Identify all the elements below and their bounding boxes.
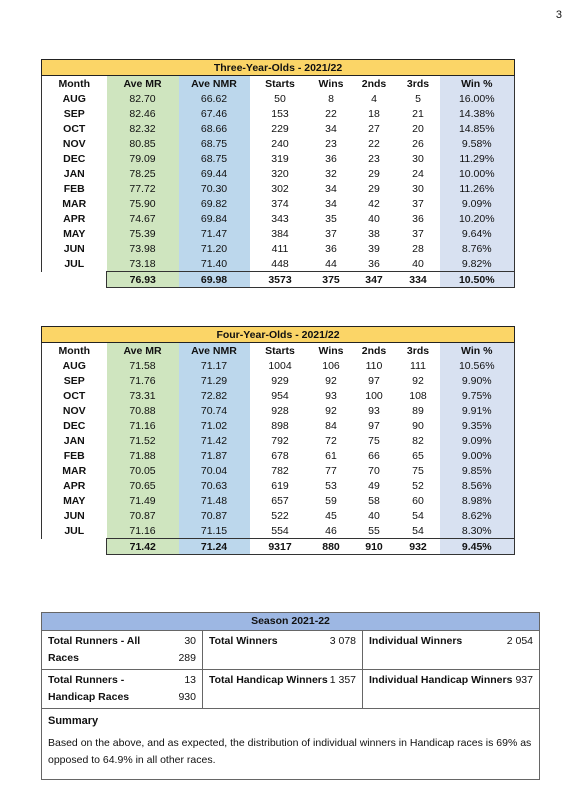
cell-month: FEB <box>42 181 107 196</box>
cell-thirds: 37 <box>412 227 424 240</box>
cell-ave-mr: 71.58 <box>107 358 179 373</box>
cell-win-pct: 8.98% <box>440 493 515 508</box>
cell-month: JUL <box>42 256 107 272</box>
cell-starts: 898 <box>271 419 289 432</box>
cell-ave-nmr: 68.66 <box>179 121 250 136</box>
cell-ave-mr: 74.67 <box>107 211 179 226</box>
table-title: Three-Year-Olds - 2021/22 <box>42 60 515 76</box>
cell-ave-mr: 73.18 <box>107 256 179 272</box>
cell-thirds: 82 <box>412 434 424 447</box>
table-row <box>42 448 515 463</box>
cell-seconds: 22 <box>368 137 380 150</box>
cell-ave-mr: 80.85 <box>107 136 179 151</box>
cell-ave-nmr: 71.29 <box>179 373 250 388</box>
stat-label: Total Handicap Winners <box>209 674 328 686</box>
total-runners-handicap-cell <box>42 670 202 708</box>
cell-ave-mr: 77.72 <box>107 181 179 196</box>
cell-thirds: 37 <box>412 197 424 210</box>
cell-win-pct: 9.85% <box>440 463 515 478</box>
cell-ave-mr: 70.05 <box>107 463 179 478</box>
cell-wins: 22 <box>325 107 337 120</box>
cell-thirds: 108 <box>409 389 427 402</box>
cell-starts: 50 <box>274 92 286 105</box>
cell-seconds: 4 <box>371 92 377 105</box>
cell-ave-nmr: 71.40 <box>179 256 250 272</box>
stat-value: 13 930 <box>178 674 196 703</box>
cell-wins: 23 <box>325 137 337 150</box>
cell-seconds: 49 <box>368 479 380 492</box>
cell-wins: 35 <box>325 212 337 225</box>
cell-month: OCT <box>42 121 107 136</box>
total-ave-nmr: 69.98 <box>179 272 250 288</box>
cell-ave-nmr: 71.42 <box>179 433 250 448</box>
column-header-starts: Starts <box>265 77 295 90</box>
cell-month: JAN <box>42 166 107 181</box>
cell-wins: 72 <box>325 434 337 447</box>
cell-win-pct: 9.64% <box>440 226 515 241</box>
cell-ave-mr: 70.87 <box>107 508 179 523</box>
cell-starts: 954 <box>271 389 289 402</box>
cell-starts: 320 <box>271 167 289 180</box>
cell-wins: 92 <box>325 404 337 417</box>
cell-ave-nmr: 70.74 <box>179 403 250 418</box>
cell-ave-mr: 71.52 <box>107 433 179 448</box>
cell-win-pct: 14.38% <box>440 106 515 121</box>
column-header-ave-mr: Ave MR <box>107 76 179 92</box>
table-row <box>42 463 515 478</box>
cell-seconds: 36 <box>368 257 380 270</box>
cell-seconds: 23 <box>368 152 380 165</box>
cell-win-pct: 8.76% <box>440 241 515 256</box>
cell-seconds: 66 <box>368 449 380 462</box>
cell-ave-mr: 71.16 <box>107 418 179 433</box>
stat-label: Total Winners <box>209 635 278 647</box>
cell-month: DEC <box>42 151 107 166</box>
stat-label: Total Runners - Handicap Races <box>48 674 130 703</box>
column-header-month: Month <box>42 343 107 359</box>
table-row <box>42 211 515 226</box>
cell-ave-mr: 75.90 <box>107 196 179 211</box>
cell-starts: 411 <box>271 242 289 255</box>
cell-seconds: 58 <box>368 494 380 507</box>
total-starts: 9317 <box>250 539 311 555</box>
cell-ave-nmr: 68.75 <box>179 136 250 151</box>
table-row <box>42 493 515 508</box>
cell-seconds: 40 <box>368 509 380 522</box>
individual-winners-cell <box>362 631 539 669</box>
cell-ave-mr: 79.09 <box>107 151 179 166</box>
cell-seconds: 40 <box>368 212 380 225</box>
cell-seconds: 75 <box>368 434 380 447</box>
total-wins: 880 <box>311 539 352 555</box>
stat-value: 1 357 <box>329 674 356 686</box>
cell-month: JAN <box>42 433 107 448</box>
cell-month: JUN <box>42 508 107 523</box>
table-row <box>42 433 515 448</box>
total-wins: 375 <box>311 272 352 288</box>
stat-label: Total Runners - All Races <box>48 635 141 664</box>
cell-starts: 657 <box>271 494 289 507</box>
page-number: 3 <box>555 9 562 21</box>
cell-win-pct: 8.62% <box>440 508 515 523</box>
cell-thirds: 60 <box>412 494 424 507</box>
cell-starts: 929 <box>271 374 289 387</box>
cell-win-pct: 9.75% <box>440 388 515 403</box>
season-title: Season 2021-22 <box>42 613 539 631</box>
cell-wins: 34 <box>325 197 337 210</box>
column-header-ave-nmr: Ave NMR <box>179 76 250 92</box>
cell-ave-mr: 82.46 <box>107 106 179 121</box>
cell-month: FEB <box>42 448 107 463</box>
total-row <box>42 539 515 555</box>
cell-thirds: 40 <box>412 257 424 270</box>
cell-wins: 8 <box>328 92 334 105</box>
cell-month: APR <box>42 478 107 493</box>
cell-ave-mr: 71.49 <box>107 493 179 508</box>
column-header-starts: Starts <box>265 344 295 357</box>
cell-ave-nmr: 67.46 <box>179 106 250 121</box>
table-row <box>42 418 515 433</box>
summary-text: Based on the above, and as expected, the distribution of individual winners in Handicap races is 69% as opposed to 64.9% in all other races. <box>48 737 532 766</box>
table-row <box>42 358 515 373</box>
cell-ave-nmr: 69.82 <box>179 196 250 211</box>
cell-win-pct: 10.20% <box>440 211 515 226</box>
cell-wins: 34 <box>325 182 337 195</box>
column-header-month: Month <box>42 76 107 92</box>
table-row <box>42 241 515 256</box>
table-row <box>42 256 515 272</box>
summary-title: Summary <box>48 715 99 727</box>
cell-seconds: 97 <box>368 374 380 387</box>
cell-ave-nmr: 70.04 <box>179 463 250 478</box>
cell-wins: 106 <box>322 359 340 372</box>
cell-month: NOV <box>42 403 107 418</box>
cell-thirds: 54 <box>412 509 424 522</box>
cell-thirds: 92 <box>412 374 424 387</box>
stat-value: 30 289 <box>178 635 196 664</box>
table-row <box>42 403 515 418</box>
column-header-thirds: 3rds <box>406 77 430 90</box>
cell-win-pct: 9.90% <box>440 373 515 388</box>
cell-ave-nmr: 71.20 <box>179 241 250 256</box>
cell-thirds: 5 <box>415 92 421 105</box>
cell-starts: 343 <box>271 212 289 225</box>
total-starts: 3573 <box>250 272 311 288</box>
cell-thirds: 65 <box>412 449 424 462</box>
table-row <box>42 373 515 388</box>
cell-thirds: 90 <box>412 419 424 432</box>
cell-wins: 45 <box>325 509 337 522</box>
cell-wins: 77 <box>325 464 337 477</box>
table-row <box>42 388 515 403</box>
total-win-pct: 10.50% <box>440 272 515 288</box>
stat-value: 3 078 <box>329 635 356 647</box>
cell-thirds: 24 <box>412 167 424 180</box>
season-row <box>42 631 539 670</box>
column-header-wins: Wins <box>318 344 344 357</box>
cell-wins: 44 <box>325 257 337 270</box>
cell-win-pct: 9.09% <box>440 196 515 211</box>
summary-section <box>42 709 539 779</box>
cell-month: JUN <box>42 241 107 256</box>
cell-month: OCT <box>42 388 107 403</box>
table-row <box>42 226 515 241</box>
cell-win-pct: 16.00% <box>440 91 515 106</box>
total-ave-nmr: 71.24 <box>179 539 250 555</box>
column-header-thirds: 3rds <box>406 344 430 357</box>
cell-month: NOV <box>42 136 107 151</box>
cell-ave-mr: 71.16 <box>107 523 179 539</box>
cell-ave-nmr: 71.87 <box>179 448 250 463</box>
cell-starts: 792 <box>271 434 289 447</box>
cell-wins: 84 <box>325 419 337 432</box>
total-handicap-winners-cell <box>202 670 362 708</box>
cell-month: MAY <box>42 226 107 241</box>
cell-ave-mr: 70.65 <box>107 478 179 493</box>
cell-ave-nmr: 71.48 <box>179 493 250 508</box>
cell-ave-nmr: 70.63 <box>179 478 250 493</box>
cell-starts: 153 <box>271 107 289 120</box>
cell-starts: 448 <box>271 257 289 270</box>
table-row <box>42 91 515 106</box>
cell-ave-mr: 78.25 <box>107 166 179 181</box>
cell-ave-nmr: 71.02 <box>179 418 250 433</box>
column-header-ave-mr: Ave MR <box>107 343 179 359</box>
cell-win-pct: 8.30% <box>440 523 515 539</box>
table-row <box>42 181 515 196</box>
cell-ave-nmr: 68.75 <box>179 151 250 166</box>
cell-ave-mr: 82.32 <box>107 121 179 136</box>
table-row <box>42 196 515 211</box>
cell-starts: 782 <box>271 464 289 477</box>
cell-starts: 229 <box>271 122 289 135</box>
cell-seconds: 100 <box>365 389 383 402</box>
individual-handicap-winners-cell <box>362 670 539 708</box>
cell-ave-nmr: 71.17 <box>179 358 250 373</box>
cell-thirds: 30 <box>412 152 424 165</box>
cell-seconds: 29 <box>368 167 380 180</box>
cell-thirds: 28 <box>412 242 424 255</box>
cell-thirds: 21 <box>412 107 424 120</box>
stat-value: 2 054 <box>506 635 533 647</box>
table-row <box>42 136 515 151</box>
total-runners-all-cell <box>42 631 202 669</box>
column-header-wins: Wins <box>318 77 344 90</box>
cell-wins: 93 <box>325 389 337 402</box>
cell-month: MAR <box>42 196 107 211</box>
total-thirds: 932 <box>397 539 440 555</box>
season-row <box>42 670 539 709</box>
cell-starts: 522 <box>271 509 289 522</box>
total-seconds: 910 <box>352 539 397 555</box>
column-header-seconds: 2nds <box>361 344 387 357</box>
cell-month: SEP <box>42 106 107 121</box>
cell-starts: 678 <box>271 449 289 462</box>
cell-month: MAR <box>42 463 107 478</box>
three-year-olds-table <box>41 59 515 288</box>
cell-wins: 36 <box>325 152 337 165</box>
column-header-ave-nmr: Ave NMR <box>179 343 250 359</box>
cell-starts: 302 <box>271 182 289 195</box>
four-year-olds-table <box>41 326 515 555</box>
cell-wins: 36 <box>325 242 337 255</box>
cell-win-pct: 9.00% <box>440 448 515 463</box>
cell-win-pct: 11.29% <box>440 151 515 166</box>
cell-seconds: 38 <box>368 227 380 240</box>
total-ave-mr: 71.42 <box>107 539 179 555</box>
cell-ave-nmr: 70.30 <box>179 181 250 196</box>
cell-month: MAY <box>42 493 107 508</box>
table-row <box>42 478 515 493</box>
table-row <box>42 508 515 523</box>
table-row <box>42 166 515 181</box>
cell-wins: 61 <box>325 449 337 462</box>
cell-ave-nmr: 71.47 <box>179 226 250 241</box>
cell-ave-nmr: 72.82 <box>179 388 250 403</box>
cell-thirds: 89 <box>412 404 424 417</box>
column-header-seconds: 2nds <box>361 77 387 90</box>
season-summary-box <box>41 612 540 780</box>
cell-win-pct: 11.26% <box>440 181 515 196</box>
cell-win-pct: 10.00% <box>440 166 515 181</box>
cell-seconds: 18 <box>368 107 380 120</box>
table-title: Four-Year-Olds - 2021/22 <box>42 327 515 343</box>
cell-thirds: 75 <box>412 464 424 477</box>
cell-month: AUG <box>42 91 107 106</box>
cell-win-pct: 9.91% <box>440 403 515 418</box>
total-blank-cell <box>42 539 107 555</box>
cell-thirds: 20 <box>412 122 424 135</box>
cell-wins: 32 <box>325 167 337 180</box>
cell-seconds: 55 <box>368 524 380 537</box>
cell-seconds: 39 <box>368 242 380 255</box>
cell-win-pct: 9.82% <box>440 256 515 272</box>
cell-ave-mr: 71.88 <box>107 448 179 463</box>
cell-win-pct: 10.56% <box>440 358 515 373</box>
cell-ave-mr: 71.76 <box>107 373 179 388</box>
cell-win-pct: 9.35% <box>440 418 515 433</box>
table-row <box>42 151 515 166</box>
cell-win-pct: 9.09% <box>440 433 515 448</box>
cell-starts: 319 <box>271 152 289 165</box>
stat-label: Individual Winners <box>369 635 463 647</box>
cell-ave-mr: 73.98 <box>107 241 179 256</box>
total-ave-mr: 76.93 <box>107 272 179 288</box>
total-win-pct: 9.45% <box>440 539 515 555</box>
cell-wins: 46 <box>325 524 337 537</box>
cell-wins: 92 <box>325 374 337 387</box>
cell-ave-mr: 75.39 <box>107 226 179 241</box>
cell-ave-mr: 70.88 <box>107 403 179 418</box>
stat-value: 937 <box>515 674 533 686</box>
cell-starts: 240 <box>271 137 289 150</box>
cell-month: SEP <box>42 373 107 388</box>
cell-wins: 37 <box>325 227 337 240</box>
cell-starts: 928 <box>271 404 289 417</box>
cell-wins: 59 <box>325 494 337 507</box>
cell-thirds: 26 <box>412 137 424 150</box>
cell-seconds: 110 <box>365 359 383 372</box>
table-row <box>42 121 515 136</box>
total-winners-cell <box>202 631 362 669</box>
column-header-win-pct: Win % <box>440 76 515 92</box>
cell-seconds: 97 <box>368 419 380 432</box>
table-row <box>42 106 515 121</box>
column-header-win-pct: Win % <box>440 343 515 359</box>
cell-seconds: 29 <box>368 182 380 195</box>
cell-seconds: 42 <box>368 197 380 210</box>
cell-seconds: 27 <box>368 122 380 135</box>
cell-seconds: 93 <box>368 404 380 417</box>
cell-thirds: 54 <box>412 524 424 537</box>
cell-month: APR <box>42 211 107 226</box>
cell-win-pct: 9.58% <box>440 136 515 151</box>
cell-ave-nmr: 66.62 <box>179 91 250 106</box>
cell-ave-mr: 73.31 <box>107 388 179 403</box>
cell-starts: 384 <box>271 227 289 240</box>
cell-ave-nmr: 70.87 <box>179 508 250 523</box>
cell-wins: 53 <box>325 479 337 492</box>
cell-win-pct: 8.56% <box>440 478 515 493</box>
cell-thirds: 36 <box>412 212 424 225</box>
table-row <box>42 523 515 539</box>
cell-ave-mr: 82.70 <box>107 91 179 106</box>
cell-wins: 34 <box>325 122 337 135</box>
cell-month: AUG <box>42 358 107 373</box>
cell-win-pct: 14.85% <box>440 121 515 136</box>
cell-starts: 1004 <box>268 359 292 372</box>
cell-thirds: 52 <box>412 479 424 492</box>
total-blank-cell <box>42 272 107 288</box>
cell-ave-nmr: 69.44 <box>179 166 250 181</box>
cell-ave-nmr: 69.84 <box>179 211 250 226</box>
cell-month: JUL <box>42 523 107 539</box>
cell-starts: 554 <box>271 524 289 537</box>
cell-thirds: 30 <box>412 182 424 195</box>
total-seconds: 347 <box>352 272 397 288</box>
total-thirds: 334 <box>397 272 440 288</box>
stat-label: Individual Handicap Winners <box>369 674 513 686</box>
cell-ave-nmr: 71.15 <box>179 523 250 539</box>
cell-month: DEC <box>42 418 107 433</box>
cell-seconds: 70 <box>368 464 380 477</box>
cell-starts: 619 <box>271 479 289 492</box>
cell-thirds: 111 <box>410 359 426 372</box>
total-row <box>42 272 515 288</box>
cell-starts: 374 <box>271 197 289 210</box>
